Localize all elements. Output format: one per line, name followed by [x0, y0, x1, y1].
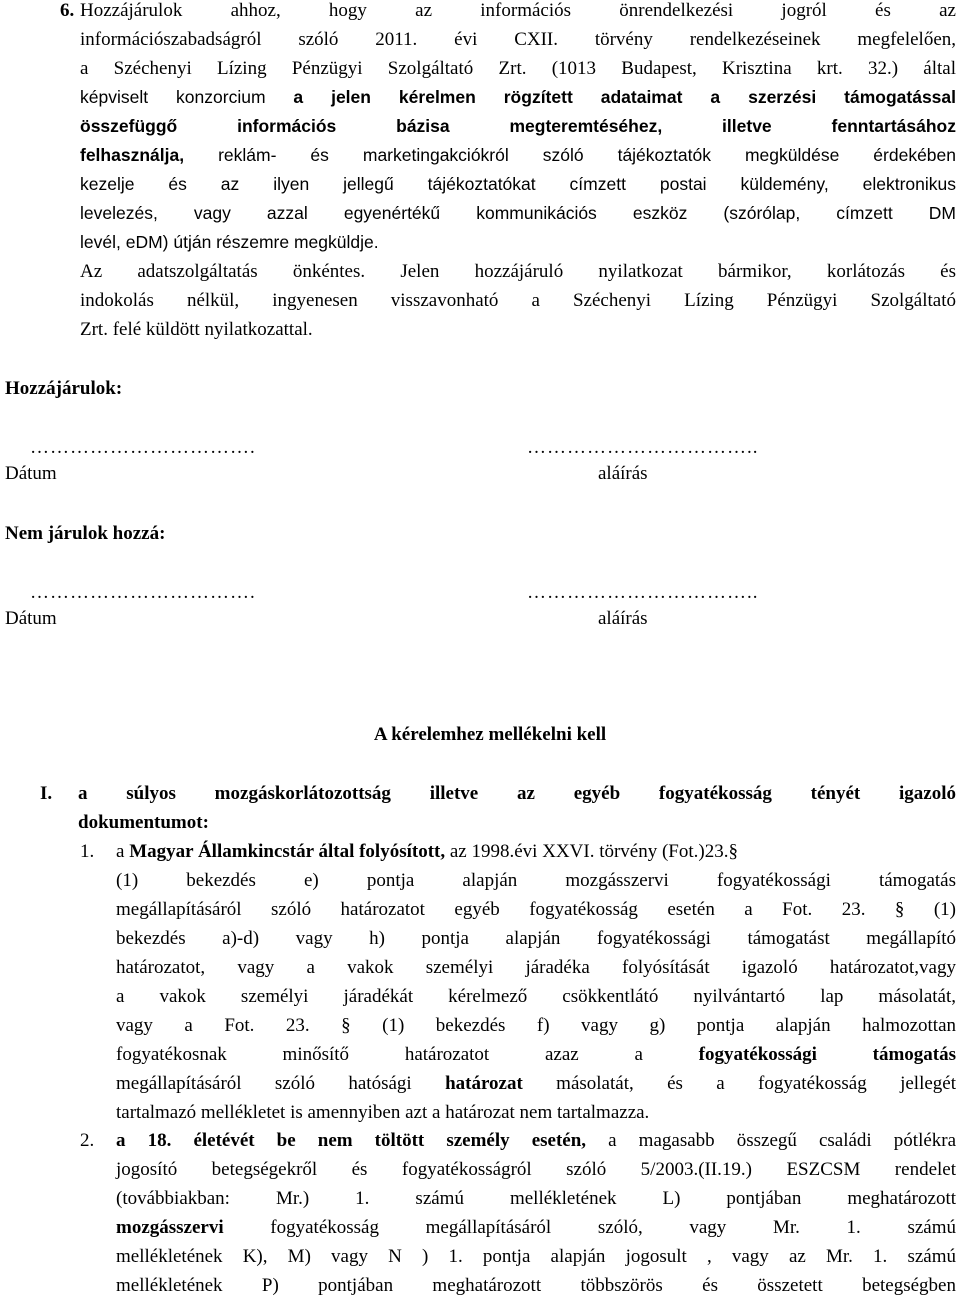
section-number: I. — [40, 783, 53, 804]
text-line — [80, 83, 956, 112]
signature-label: aláírás — [598, 463, 648, 484]
bold-run: életévét be nem töltött személy esetén, — [193, 1130, 587, 1151]
bold-run: a 18. — [116, 1130, 172, 1151]
signature-line[interactable]: …………………………….. — [527, 437, 759, 458]
text-run: másolatát, és a fogyatékosság jellegét — [556, 1073, 957, 1094]
attachments-title: A kérelemhez mellékelni kell — [373, 724, 607, 745]
attachment-item-2 — [80, 1126, 956, 1300]
text-line — [116, 1213, 956, 1242]
text-line: a súlyos mozgáskorlátozottság illetve az egyéb fogyatékosság tényét igazoló — [78, 783, 956, 804]
text-line: jogosító betegségekről és fogyatékosságról szóló 5/2003.(II.19.) ESZCSM rendelet — [116, 1159, 956, 1180]
text-line: mellékletének P) pontjában meghatározott többszörös és összetett betegségben — [116, 1275, 956, 1296]
agree-heading: Hozzájárulok: — [5, 378, 123, 399]
consent-clause-6 — [60, 0, 957, 344]
bold-run: mozgásszervi — [116, 1217, 224, 1238]
text-line — [80, 141, 956, 170]
text-run: képviselt konzorcium — [80, 87, 266, 107]
text-line: indokolás nélkül, ingyenesen visszavonható a Széchenyi Lízing Pénzügyi Szolgáltató — [80, 290, 956, 311]
text-line: Hozzájárulok ahhoz, hogy az információs önrendelkezési jogról és az — [80, 0, 956, 21]
text-line — [116, 1126, 956, 1155]
text-line: vagy a Fot. 23. § (1) bekezdés f) vagy g) pontja alapján halmozottan — [116, 1015, 956, 1036]
text-line: Az adatszolgáltatás önkéntes. Jelen hozzájáruló nyilatkozat bármikor, korlátozás és — [80, 261, 956, 282]
text-line: megállapításáról szóló határozatot egyéb fogyatékosság esetén a Fot. 23. § (1) — [116, 899, 956, 920]
signature-line[interactable]: …………………………….. — [527, 582, 759, 603]
text-line: bekezdés a)-d) vagy h) pontja alapján fogyatékossági támogatást megállapító — [116, 928, 956, 949]
text-line: mellékletének K), M) vagy N ) 1. pontja alapján jogosult , vagy az Mr. 1. számú — [116, 1246, 956, 1267]
text-line — [116, 1069, 956, 1098]
text-line: kezelje és az ilyen jellegű tájékoztatókat címzett postai küldemény, elektronikus — [80, 174, 956, 194]
text-line: határozatot, vagy a vakok személyi járadéka folyósítását igazoló határozatot,vagy — [116, 957, 956, 978]
text-line: a Széchenyi Lízing Pénzügyi Szolgáltató Zrt. (1013 Budapest, Krisztina krt. 32.) által — [80, 58, 956, 79]
attachments-section-i — [40, 779, 956, 837]
date-label: Dátum — [5, 608, 57, 629]
text-line: információszabadságról szóló 2011. évi CXII. törvény rendelkezéseinek megfelelően, — [80, 29, 956, 50]
text-run: az 1998.évi XXVI. törvény (Fot.)23.§ — [449, 841, 738, 862]
text-run: fogyatékosnak minősítő határozatot azaz a — [116, 1044, 643, 1065]
item-number: 2. — [80, 1130, 95, 1151]
text-line — [80, 112, 956, 141]
item-number: 1. — [80, 841, 95, 862]
text-line: (1) bekezdés e) pontja alapján mozgásszervi fogyatékossági támogatás — [116, 870, 956, 891]
text-line: (továbbiakban: Mr.) 1. számú mellékletének L) pontjában meghatározott — [116, 1188, 956, 1209]
text-line: a vakok személyi járadékát kérelmező csökkentlátó nyilvántartó lap másolatát, — [116, 986, 956, 1007]
text-run: a — [116, 841, 125, 862]
clause-number: 6. — [60, 0, 75, 21]
bold-run: határozat — [445, 1073, 523, 1094]
date-label: Dátum — [5, 463, 57, 484]
text-run: fogyatékosság megállapításáról szóló, vagy Mr. 1. számú — [270, 1217, 956, 1238]
text-run: reklám- és marketingakciókról szóló tájékoztatók megküldése érdekében — [218, 145, 957, 165]
bold-run: összefüggő információs bázisa megteremtéséhez, illetve fenntartásához — [80, 116, 956, 136]
text-run: a magasabb összegű családi pótlékra — [608, 1130, 957, 1151]
text-line: levél, eDM) útján részemre megküldje. — [80, 232, 379, 252]
text-run: megállapításáról szóló hatósági — [116, 1073, 412, 1094]
disagree-heading: Nem járulok hozzá: — [5, 523, 166, 544]
text-line — [116, 837, 956, 866]
signature-label: aláírás — [598, 608, 648, 629]
text-line: Zrt. felé küldött nyilatkozattal. — [80, 319, 313, 340]
bold-run: felhasználja, — [80, 145, 185, 165]
text-line: tartalmazó mellékletet is amennyiben azt a határozat nem tartalmazza. — [116, 1102, 650, 1123]
date-signature-line[interactable]: ……………………………. — [30, 582, 256, 603]
attachment-item-1 — [80, 837, 956, 1127]
bold-run: fogyatékossági támogatás — [698, 1044, 957, 1065]
text-line — [116, 1040, 956, 1069]
bold-run: Magyar Államkincstár által folyósított, — [129, 841, 446, 862]
date-signature-line[interactable]: ……………………………. — [30, 437, 256, 458]
text-line: dokumentumot: — [78, 812, 209, 833]
bold-run: a jelen kérelmen rögzített adataimat a szerzési támogatással — [293, 87, 957, 107]
text-line: levelezés, vagy azzal egyenértékű kommunikációs eszköz (szórólap, címzett DM — [80, 203, 956, 223]
